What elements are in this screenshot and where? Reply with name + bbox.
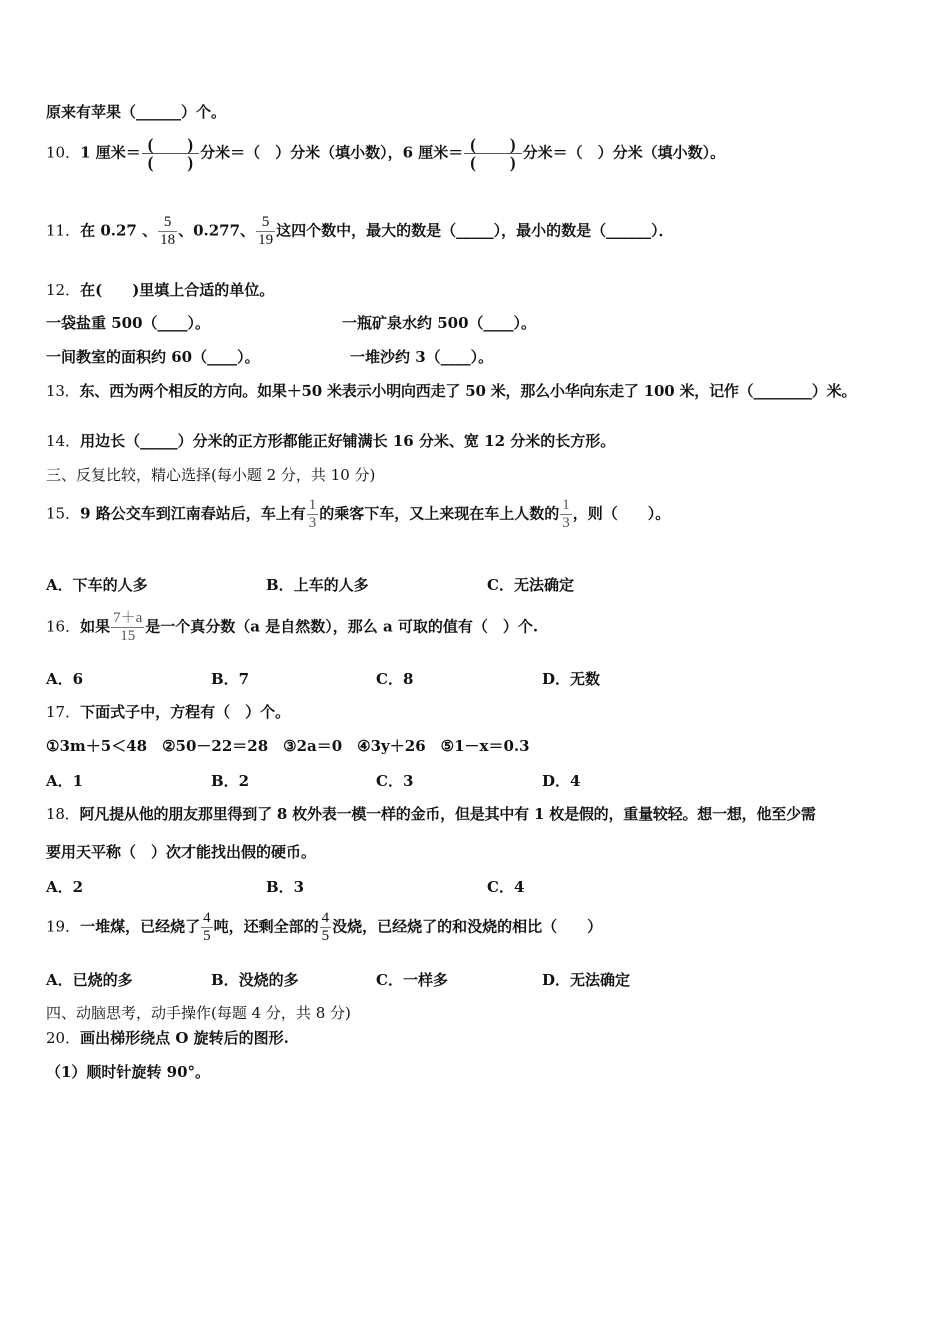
q19-text-3: 没烧，已经烧了的和没烧的相比（ ） <box>332 917 603 936</box>
q11-fraction-1: $\frac{5}{18}$ <box>160 214 176 248</box>
q15-option-c: C．无法确定 <box>487 576 574 594</box>
q17-option-c: C．3 <box>376 772 414 790</box>
q15-option-b: B．上车的人多 <box>266 576 369 594</box>
q13-text: 东、西为两个相反的方向。如果＋50 米表示小明向西走了 50 米，那么小华向东走了 100 米，记作（________）米。 <box>79 382 857 400</box>
q12-item-b: 一瓶矿泉水约 500（____）。 <box>342 314 537 332</box>
q16-fraction: $\frac{7+a}{15}$ <box>113 610 143 644</box>
q11-text-1: 在 0.27 、 <box>80 221 158 240</box>
q16-option-c: C．8 <box>376 670 414 688</box>
q17-equations: ①3m＋5＜48 ②50－22＝28 ③2a＝0 ④3y＋26 ⑤1－x＝0.3 <box>46 737 530 755</box>
q12-item-d: 一堆沙约 3（____）。 <box>350 348 494 366</box>
question-11 <box>46 214 674 249</box>
q19-fraction-1: $\frac{4}{5}$ <box>203 910 211 944</box>
q10-text-3: 分米＝（ ）分米（填小数）。 <box>522 143 726 162</box>
question-19 <box>46 910 602 945</box>
question-number: 15． <box>46 504 81 523</box>
q16-option-a: A．6 <box>46 670 84 688</box>
question-number: 17． <box>46 703 81 721</box>
q11-fraction-2: $\frac{5}{19}$ <box>258 214 274 248</box>
question-10 <box>46 136 725 171</box>
q18-option-c: C．4 <box>487 878 525 896</box>
q15-text-2: 的乘客下车，又上来现在车上人数的 <box>319 504 560 523</box>
q16-option-b: B．7 <box>211 670 250 688</box>
q20-text: 画出梯形绕点 O 旋转后的图形. <box>80 1029 289 1047</box>
q18-text-2: 要用天平称（ ）次才能找出假的硬币。 <box>46 843 317 861</box>
q17-option-a: A．1 <box>46 772 84 790</box>
q14-text: 用边长（_____）分米的正方形都能正好铺满长 16 分米、宽 12 分米的长方形。 <box>80 432 616 450</box>
q19-option-a: A．已烧的多 <box>46 971 133 989</box>
q10-text-1: 1 厘米＝ <box>80 143 141 162</box>
question-12 <box>46 280 274 300</box>
q15-text-1: 9 路公交车到江南春站后，车上有 <box>80 504 306 523</box>
q19-option-b: B．没烧的多 <box>211 971 299 989</box>
question-9-tail: 原来有苹果（______）个。 <box>46 103 227 121</box>
q10-fraction-2: $\frac{( )}{( )}$ <box>464 136 521 171</box>
q15-fraction-2: $\frac{1}{3}$ <box>562 497 570 531</box>
question-number: 13． <box>46 382 80 400</box>
question-17 <box>46 702 290 722</box>
q11-text-2: 、0.277、 <box>178 221 256 240</box>
q17-option-b: B．2 <box>211 772 250 790</box>
q15-text-3: ，则（ ）。 <box>572 504 671 523</box>
question-18 <box>46 804 816 824</box>
q11-text-3: 这四个数中，最大的数是（_____），最小的数是（______）． <box>276 221 674 240</box>
q16-text-2: 是一个真分数（a 是自然数），那么 a 可取的值有（ ）个. <box>145 617 539 636</box>
q19-fraction-2: $\frac{4}{5}$ <box>321 910 330 944</box>
section-3-heading: 三、反复比较，精心选择(每小题 2 分，共 10 分) <box>46 466 376 484</box>
question-15 <box>46 497 670 532</box>
q19-option-c: C．一样多 <box>376 971 448 989</box>
q18-option-b: B．3 <box>266 878 305 896</box>
question-number: 14． <box>46 432 81 450</box>
q19-text-1: 一堆煤，已经烧了 <box>80 917 201 936</box>
q12-text: 在( )里填上合适的单位。 <box>80 281 275 299</box>
q19-option-d: D．无法确定 <box>542 971 631 989</box>
q16-option-d: D．无数 <box>542 670 601 688</box>
question-16 <box>46 610 538 645</box>
section-4-heading: 四、动脑思考，动手操作(每题 4 分，共 8 分) <box>46 1004 351 1022</box>
q15-fraction-1: $\frac{1}{3}$ <box>308 497 317 531</box>
q12-item-a: 一袋盐重 500（____）。 <box>46 314 211 332</box>
q18-option-a: A．2 <box>46 878 84 896</box>
question-number: 20． <box>46 1029 81 1047</box>
question-number: 16． <box>46 617 81 636</box>
q17-option-d: D．4 <box>542 772 581 790</box>
q20-part-1: （1）顺时针旋转 90°。 <box>46 1063 211 1081</box>
question-number: 11． <box>46 221 81 240</box>
question-number: 18． <box>46 805 80 823</box>
q16-text-1: 如果 <box>80 617 111 636</box>
q10-fraction-1: $\frac{( )}{( )}$ <box>142 136 199 171</box>
q17-text: 下面式子中，方程有（ ）个。 <box>80 703 291 721</box>
question-number: 12． <box>46 281 81 299</box>
question-number: 19． <box>46 917 81 936</box>
q18-text-1: 阿凡提从他的朋友那里得到了 8 枚外表一模一样的金币，但是其中有 1 枚是假的，重量较轻。想一想，他至少需 <box>79 805 816 823</box>
q19-text-2: 吨，还剩全部的 <box>213 917 319 936</box>
q10-text-2: 分米＝（ ）分米（填小数），6 厘米＝ <box>200 143 464 162</box>
question-14 <box>46 431 615 451</box>
question-13 <box>46 381 856 401</box>
question-20 <box>46 1028 289 1048</box>
q12-item-c: 一间教室的面积约 60（____）。 <box>46 348 260 366</box>
question-number: 10． <box>46 143 81 162</box>
q15-option-a: A．下车的人多 <box>46 576 148 594</box>
